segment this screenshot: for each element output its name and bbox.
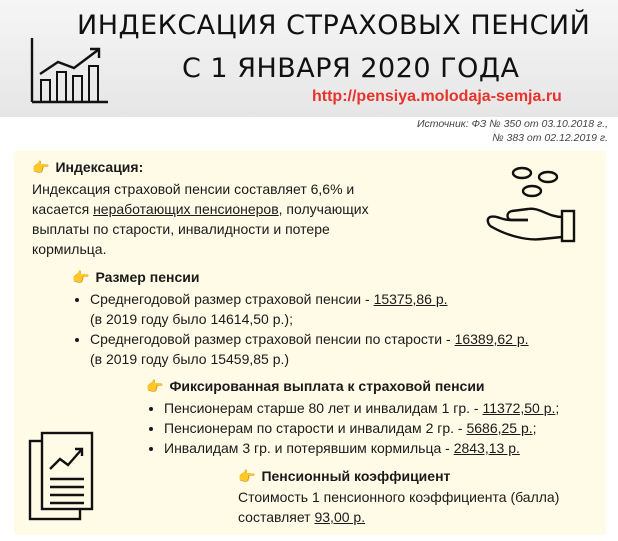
coefficient-line2-pre: составляет: [238, 509, 315, 525]
page-title-line1: ИНДЕКСАЦИЯ СТРАХОВЫХ ПЕНСИЙ: [77, 10, 591, 41]
pension-size-heading: [72, 269, 199, 286]
fixed-payment-heading: [146, 378, 485, 395]
site-url-link[interactable]: http://pensiya.molodaja-semja.ru: [312, 88, 562, 105]
pointing-hand-icon: 👉: [238, 468, 256, 484]
pointing-hand-icon: 👉: [146, 378, 164, 394]
source-line2: № 383 от 02.12.2019 г.: [492, 132, 608, 144]
coins-in-hand-icon: [482, 165, 578, 249]
indexation-text-line1: Индексация страховой пенсии составляет 6,6% и: [32, 181, 355, 197]
page-title-line2: С 1 ЯНВАРЯ 2020 ГОДА: [182, 53, 520, 84]
list-item: [164, 398, 614, 418]
fixed-payment-heading-text: Фиксированная выплата к страховой пенсии: [169, 378, 485, 394]
pension-size-item1-value: 15375,86 р.: [373, 291, 448, 307]
coefficient-text-line2: [238, 507, 598, 527]
pointing-hand-icon: 👉: [32, 159, 50, 175]
source-note: [348, 117, 608, 145]
pension-size-item2-text: Среднегодовой размер страховой пенсии по старости -: [90, 331, 455, 347]
coefficient-text: [238, 487, 598, 527]
pension-size-item2-note: (в 2019 году было 15459,85 р.): [90, 351, 290, 367]
pension-size-item2-value: 16389,62 р.: [454, 331, 529, 347]
document-chart-icon: [28, 431, 96, 523]
fixed-payment-item3-text: Инвалидам 3 гр. и потерявшим кормильца -: [164, 440, 454, 456]
indexation-text-line4: кормильца.: [32, 241, 107, 257]
fixed-payment-item2-text: Пенсионерам по старости и инвалидам 2 гр. -: [164, 420, 467, 436]
indexation-line2-post: , получающих: [278, 201, 369, 217]
coefficient-heading: [238, 468, 450, 485]
fixed-payment-item1-value: 11372,50 р.: [482, 400, 556, 416]
header-banner: [0, 0, 618, 117]
fixed-payment-item1-text: Пенсионерам старше 80 лет и инвалидам 1 гр. -: [164, 400, 483, 416]
non-working-pensioners-link: неработающих пенсионеров: [93, 201, 279, 217]
list-item: [90, 289, 610, 329]
coefficient-heading-text: Пенсионный коэффициент: [261, 468, 451, 484]
coefficient-text-line1: Стоимость 1 пенсионного коэффициента (балла): [238, 489, 560, 505]
indexation-heading: [32, 159, 143, 176]
source-line1: Источник: ФЗ № 350 от 03.10.2018 г.,: [416, 118, 608, 130]
list-item: [164, 418, 614, 438]
indexation-text-line2: [32, 199, 422, 219]
fixed-payment-item3-value: 2843,13 р.: [453, 440, 520, 456]
pension-size-heading-text: Размер пенсии: [95, 269, 200, 285]
pension-size-item1-text: Среднегодовой размер страховой пенсии -: [90, 291, 374, 307]
fixed-payment-item2-value: 5686,25 р.: [466, 420, 533, 436]
fixed-payment-item2-suffix: ;: [532, 420, 537, 436]
list-item: [90, 329, 610, 369]
pension-size-list: [72, 289, 610, 369]
list-item: [164, 438, 614, 458]
coefficient-value: 93,00 р.: [314, 509, 366, 525]
indexation-heading-text: Индексация:: [55, 159, 144, 175]
indexation-text-line3: выплаты по старости, инвалидности и потере: [32, 221, 330, 237]
fixed-payment-item1-suffix: ;: [555, 400, 560, 416]
pointing-hand-icon: 👉: [72, 269, 90, 285]
indexation-line2-pre: касается: [32, 201, 94, 217]
indexation-text: [32, 179, 422, 259]
bar-chart-growth-icon: [28, 36, 110, 106]
pension-size-item1-note: (в 2019 году было 14614,50 р.);: [90, 311, 293, 327]
content-card: [14, 151, 606, 535]
fixed-payment-list: [146, 398, 614, 458]
